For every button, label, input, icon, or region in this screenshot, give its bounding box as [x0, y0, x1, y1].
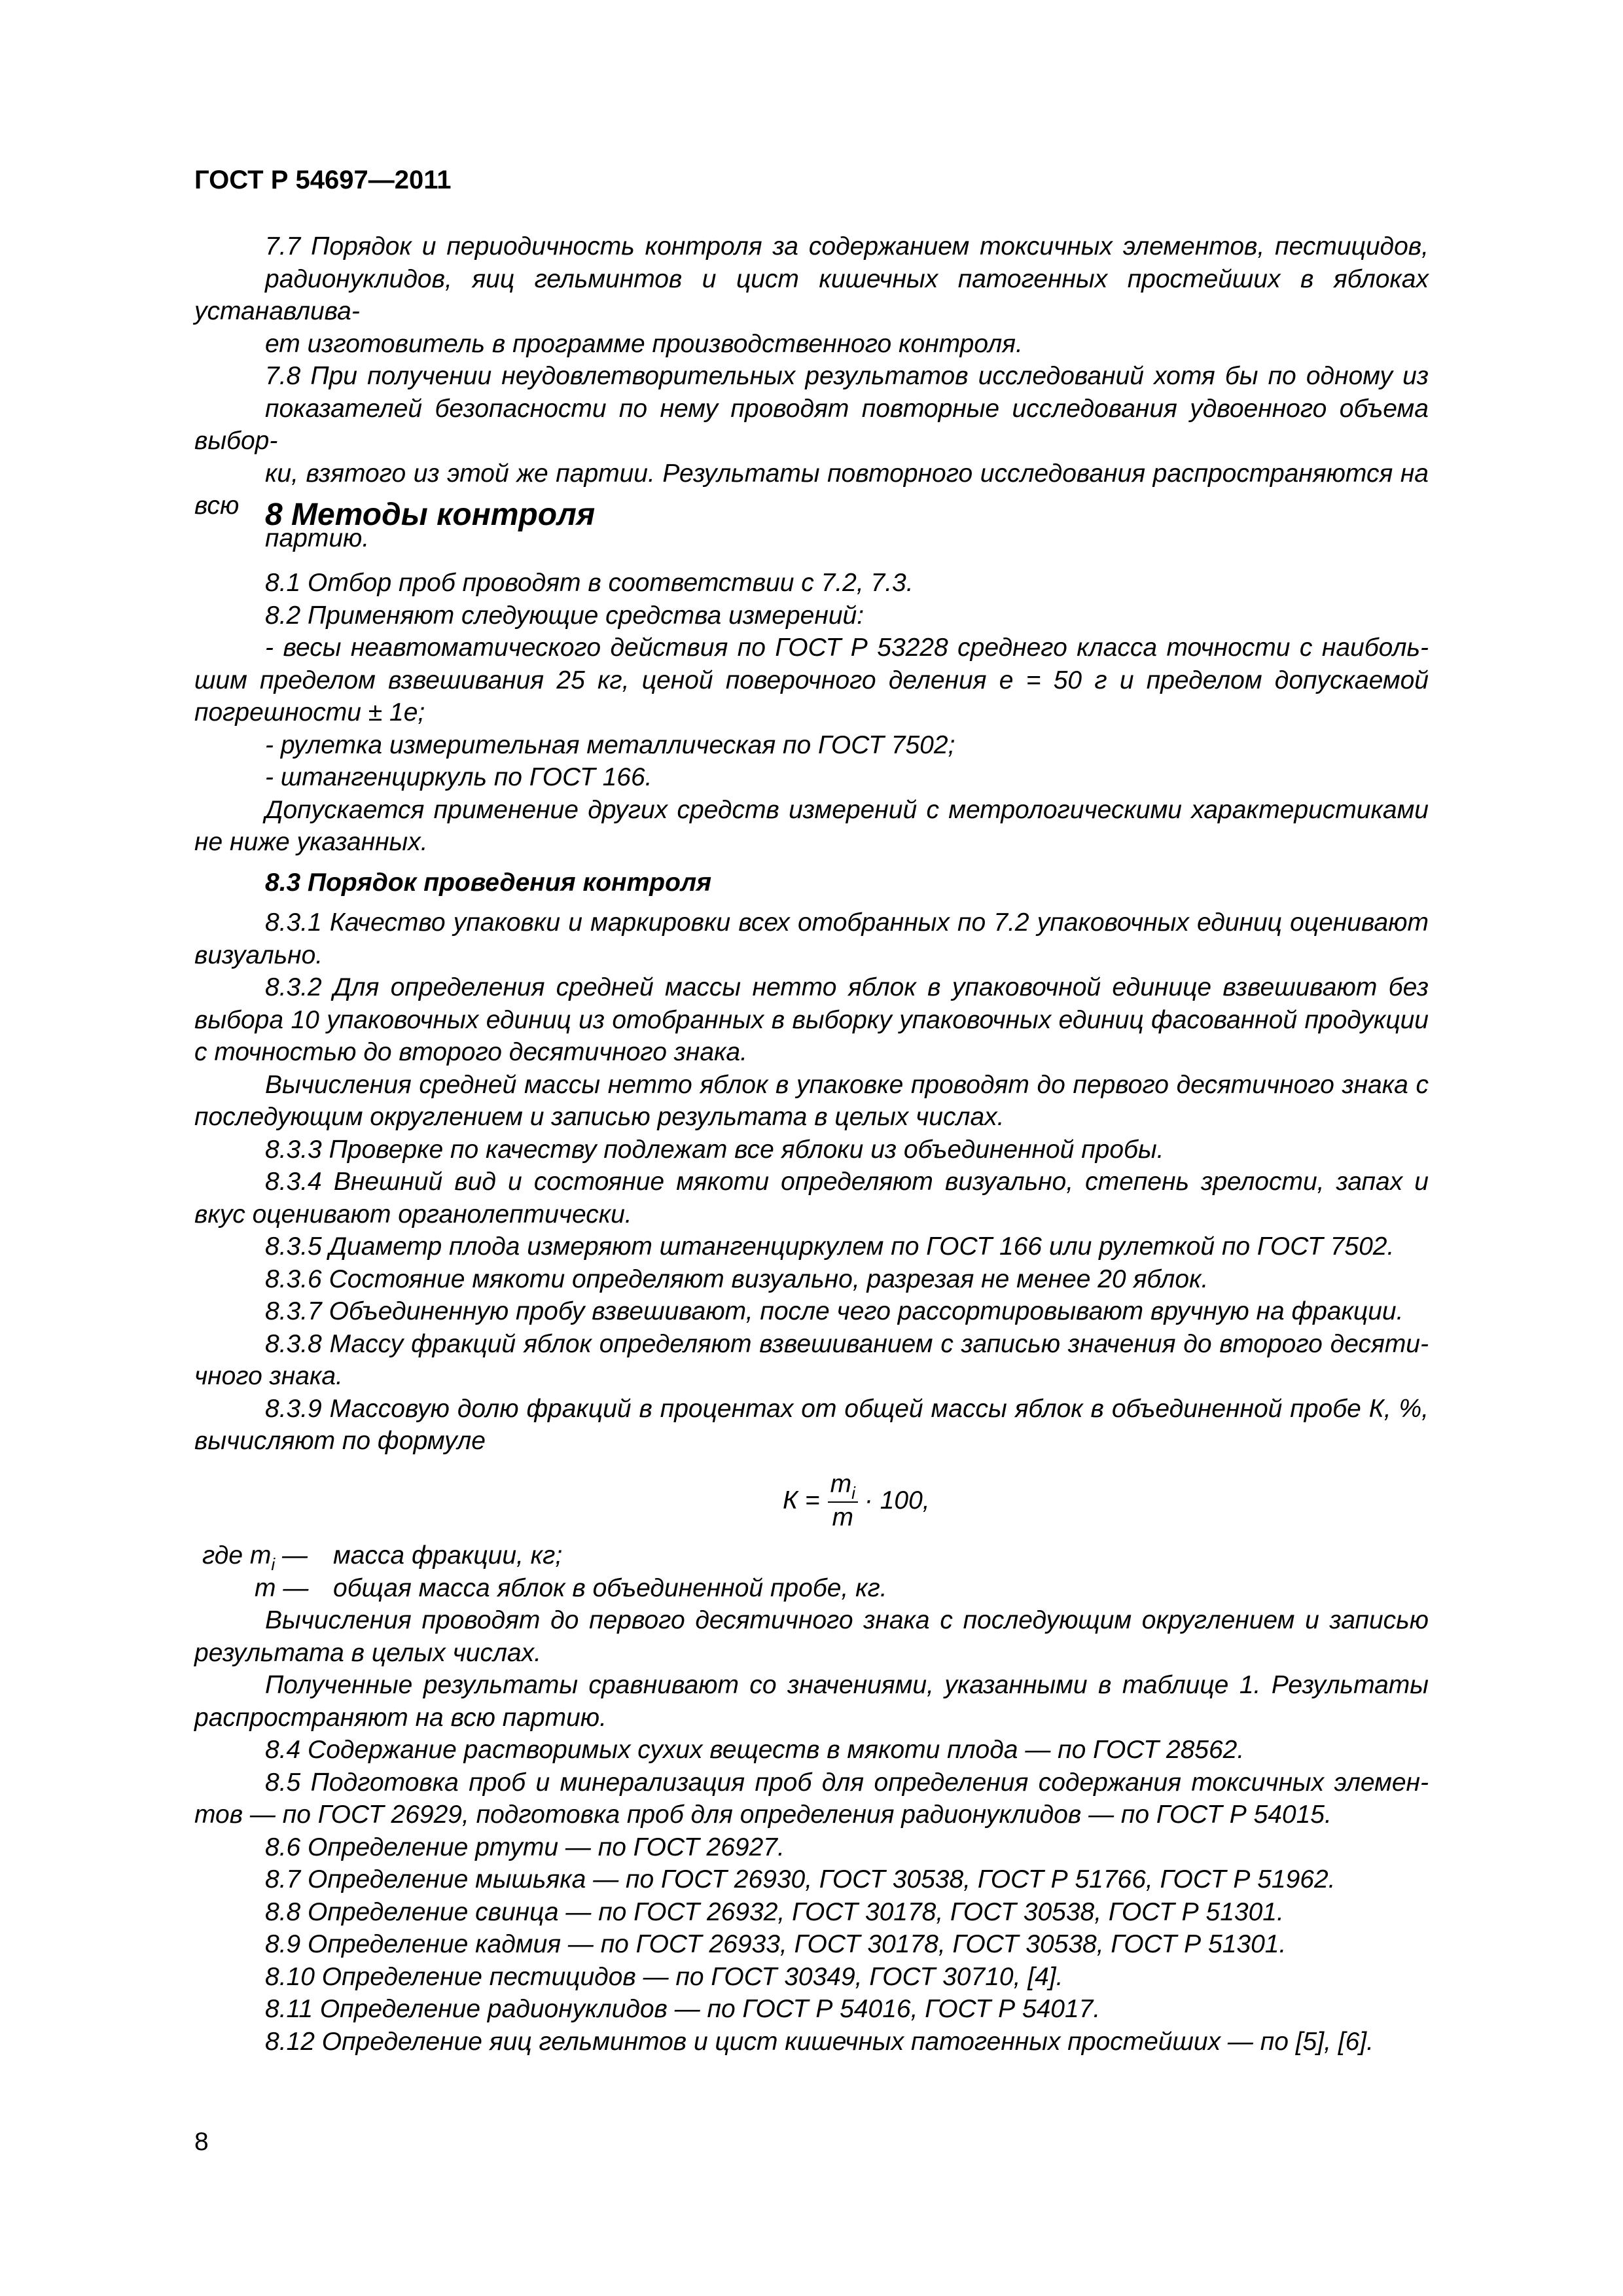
line: ет изготовитель в программе производственного контроля. [265, 329, 1023, 358]
paragraph-8-3-6: 8.3.6 Состояние мякоти определяют визуально, разрезая не менее 20 яблок. [265, 1265, 1209, 1293]
legend-symbol-text: где m [202, 1541, 272, 1570]
line: 8.3.1 Качество упаковки и маркировки всех отобранных по 7.2 упаковочных единиц оценивают [265, 908, 1429, 937]
paragraph-8-1: 8.1 Отбор проб проводят в соответствии с 7.2, 7.3. [265, 569, 914, 597]
formula-fraction [828, 1469, 858, 1533]
line: ки, взятого из этой же партии. Результаты повторного исследования распространяются на всю [194, 459, 1429, 520]
line: 8.3.8 Массу фракций яблок определяют взвешиванием с записью значения до второго десяти- [265, 1329, 1429, 1358]
line: погрешности ± 1е; [194, 698, 425, 726]
line: 7.8 При получении неудовлетворительных результатов исследований хотя бы по одному из [265, 362, 1429, 390]
line: результата в целых числах. [194, 1638, 541, 1667]
paragraph-8-5 [194, 1767, 1429, 1831]
paragraph-allowed-instruments [194, 794, 1429, 859]
line: Допускается применение других средств измерений с метрологическими характеристиками [265, 795, 1429, 824]
paragraph-8-12: 8.12 Определение яиц гельминтов и цист кишечных патогенных простейших — по [5], [6]. [265, 2027, 1374, 2056]
paragraph-8-3-8 [194, 1328, 1429, 1393]
subsection-8-3-title: 8.3 Порядок проведения контроля [265, 868, 712, 897]
legend-dash: — [275, 1541, 308, 1570]
line: Вычисления средней массы нетто яблок в упаковке проводят до первого десятичного знака с [265, 1070, 1429, 1099]
section-8-tail [194, 1604, 1429, 2058]
paragraph-8-3-1 [194, 906, 1429, 971]
line: распространяют на всю партию. [194, 1703, 607, 1732]
page-number: 8 [194, 2128, 209, 2156]
paragraph-8-8: 8.8 Определение свинца — по ГОСТ 26932, ГОСТ 30178, ГОСТ 30538, ГОСТ Р 51301. [265, 1897, 1284, 1926]
line: Вычисления проводят до первого десятичного знака с последующим округлением и записью [265, 1606, 1429, 1634]
line: последующим округлением и записью результата в целых числах. [194, 1103, 1005, 1131]
paragraph-8-10: 8.10 Определение пестицидов — по ГОСТ 30349, ГОСТ 30710, [4]. [265, 1962, 1063, 1991]
paragraph-8-3-2 [194, 971, 1429, 1069]
formula-numerator [828, 1469, 858, 1503]
paragraph-8-4: 8.4 Содержание растворимых сухих веществ в мякоти плода — по ГОСТ 28562. [265, 1736, 1245, 1764]
formula-lhs: К = [783, 1486, 820, 1515]
line: вычисляют по формуле [194, 1427, 486, 1455]
line: радионуклидов, яиц гельминтов и цист кишечных патогенных простейших в яблоках устанавлива- [194, 264, 1429, 325]
legend-symbol: m — [255, 1573, 309, 1602]
paragraph-7-7 [194, 230, 1429, 360]
legend-symbol [194, 1539, 325, 1572]
paragraph-8-3-5: 8.3.5 Диаметр плода измеряют штангенциркулем по ГОСТ 166 или рулеткой по ГОСТ 7502. [265, 1232, 1395, 1261]
line: партию. [265, 524, 370, 552]
formula-denominator: m [832, 1503, 853, 1532]
line: с точностью до второго десятичного знака. [194, 1038, 747, 1066]
legend-description: масса фракции, кг; [333, 1541, 563, 1570]
legend-description: общая масса яблок в объединенной пробе, кг. [333, 1573, 887, 1602]
line: 8.3.9 Массовую долю фракций в процентах от общей массы яблок в объединенной пробе К, %, [265, 1394, 1429, 1423]
line: Полученные результаты сравнивают со значениями, указанными в таблице 1. Результаты [265, 1671, 1429, 1699]
line: - весы неавтоматического действия по ГОСТ Р 53228 среднего класса точности с наиболь- [265, 634, 1429, 662]
paragraph-8-11: 8.11 Определение радионуклидов — по ГОСТ Р 54016, ГОСТ Р 54017. [265, 1995, 1101, 2023]
line: 7.7 Порядок и периодичность контроля за содержанием токсичных элементов, пестицидов, [265, 232, 1429, 260]
line: шим пределом взвешивания 25 кг, ценой поверочного деления е = 50 г и пределом допускаемой [194, 666, 1429, 694]
line: 8.5 Подготовка проб и минерализация проб для определения содержания токсичных элемен- [265, 1768, 1429, 1797]
line: 8.3.4 Внешний вид и состояние мякоти определяют визуально, степень зрелости, запах и [265, 1168, 1429, 1196]
section-8-body [194, 567, 1429, 1458]
numerator-var: m [830, 1469, 852, 1498]
line: 8.3.2 Для определения средней массы нетто яблок в упаковочной единице взвешивают без [265, 973, 1429, 1001]
paragraph-8-2: 8.2 Применяют следующие средства измерений: [265, 601, 865, 630]
paragraph-8-9: 8.9 Определение кадмия — по ГОСТ 26933, ГОСТ 30178, ГОСТ 30538, ГОСТ Р 51301. [265, 1930, 1287, 1958]
paragraph-8-3-3: 8.3.3 Проверке по качеству подлежат все яблоки из объединенной пробы. [265, 1135, 1164, 1164]
paragraph-8-6: 8.6 Определение ртути — по ГОСТ 26927. [265, 1833, 785, 1861]
legend-subscript: i [271, 1554, 276, 1574]
paragraph-round-calc [194, 1604, 1429, 1669]
line: чного знака. [194, 1362, 343, 1390]
paragraph-8-3-4 [194, 1166, 1429, 1230]
paragraph-8-3-9 [194, 1393, 1429, 1458]
line: тов — по ГОСТ 26929, подготовка проб для определения радионуклидов — по ГОСТ Р 54015. [194, 1801, 1332, 1829]
item-scales [194, 632, 1429, 729]
document-code-header: ГОСТ Р 54697—2011 [194, 166, 452, 194]
paragraph-8-3-7: 8.3.7 Объединенную пробу взвешивают, после чего рассортировывают вручную на фракции. [265, 1297, 1404, 1325]
formula-legend [194, 1539, 1429, 1604]
formula-mass-fraction [783, 1465, 930, 1537]
section-8-title: 8 Методы контроля [265, 497, 596, 532]
legend-row [194, 1539, 1429, 1572]
line: показателей безопасности по нему проводят повторные исследования удвоенного объема выбор- [194, 394, 1429, 455]
item-tape-measure: - рулетка измерительная металлическая по ГОСТ 7502; [265, 730, 955, 759]
line: выбора 10 упаковочных единиц из отобранных в выборку упаковочных единиц фасованной продукции [194, 1005, 1429, 1034]
paragraph-average-calc [194, 1069, 1429, 1134]
line: визуально. [194, 941, 323, 969]
numerator-subscript: i [851, 1482, 855, 1503]
paragraph-compare [194, 1669, 1429, 1734]
formula-rhs: · 100, [864, 1486, 930, 1515]
line: не ниже указанных. [194, 828, 428, 856]
item-caliper: - штангенциркуль по ГОСТ 166. [265, 763, 652, 791]
legend-row [194, 1572, 1429, 1605]
line: вкус оценивают органолептически. [194, 1200, 632, 1229]
paragraph-8-7: 8.7 Определение мышьяка — по ГОСТ 26930, ГОСТ 30538, ГОСТ Р 51766, ГОСТ Р 51962. [265, 1865, 1336, 1893]
